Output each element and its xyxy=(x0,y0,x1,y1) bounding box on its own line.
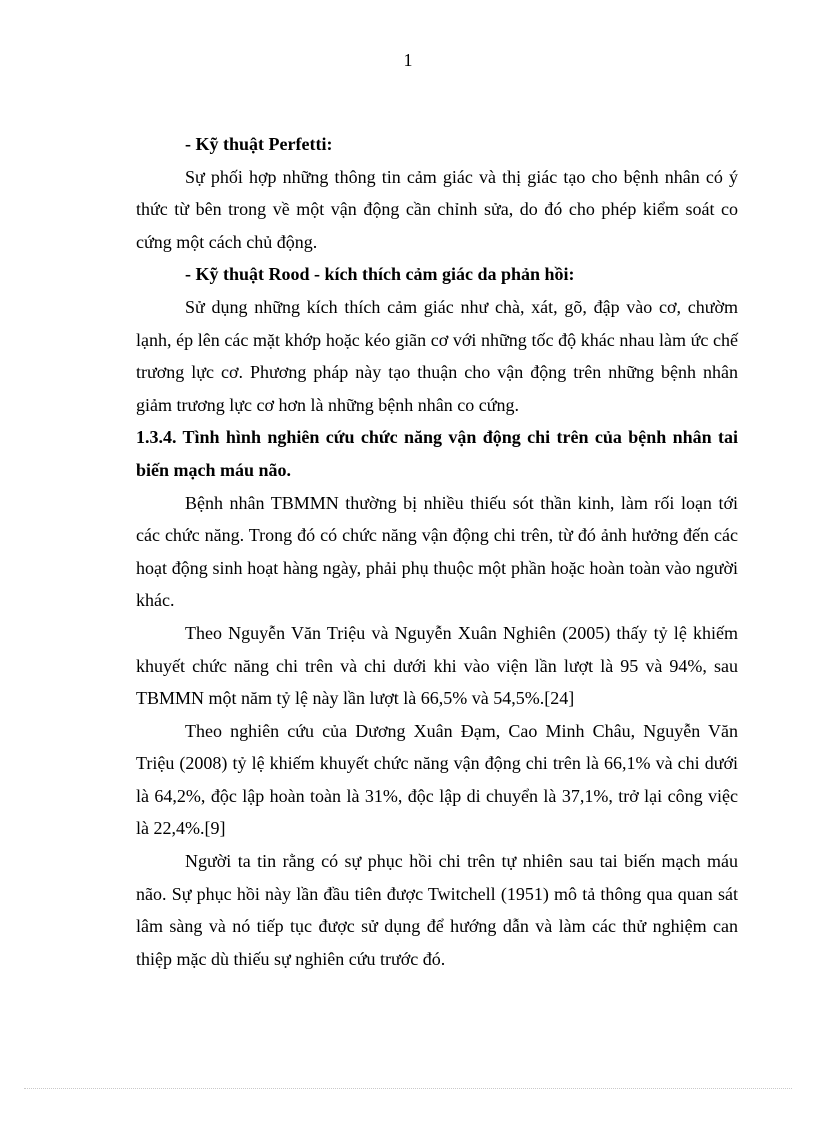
paragraph-perfetti: Sự phối hợp những thông tin cảm giác và thị giác tạo cho bệnh nhân có ý thức từ bên trong về một vận động cần chỉnh sửa, do đó cho phép kiểm soát co cứng một cách chủ động. xyxy=(136,166,738,252)
subheading-rood: - Kỹ thuật Rood - kích thích cảm giác da phản hồi: xyxy=(185,264,575,285)
page-number: 1 xyxy=(403,50,413,70)
section-heading-1-3-4: 1.3.4. Tình hình nghiên cứu chức năng vận động chi trên của bệnh nhân tai biến mạch máu não. xyxy=(136,427,738,480)
paragraph-dam-chau-trieu-2008: Theo nghiên cứu của Dương Xuân Đạm, Cao Minh Châu, Nguyễn Văn Triệu (2008) tỷ lệ khiếm khuyết chức năng vận động chi trên là 66,1% và chi dưới là 64,2%, độc lập hoàn toàn là 31%, độc lập di chuyển là 37,1%, trở lại công việc là 22,4%.[9] xyxy=(136,720,738,839)
subheading-perfetti: - Kỹ thuật Perfetti: xyxy=(185,134,333,154)
paragraph-rood: Sử dụng những kích thích cảm giác như chà, xát, gõ, đập vào cơ, chườm lạnh, ép lên các mặt khớp hoặc kéo giãn cơ với những tốc độ khác nhau làm ức chế trương lực cơ. Phương pháp này tạo thuận cho vận động trên những bệnh nhân giảm trương lực cơ hơn là những bệnh nhân co cứng. xyxy=(136,296,738,415)
paragraph-trieu-nghien-2005: Theo Nguyễn Văn Triệu và Nguyễn Xuân Nghiên (2005) thấy tỷ lệ khiếm khuyết chức năng chi trên và chi dưới khi vào viện lần lượt là 95 và 94%, sau TBMMN một năm tỷ lệ này lần lượt là 66,5% và 54,5%.[24] xyxy=(136,622,738,709)
paragraph-twitchell-1951: Người ta tin rằng có sự phục hồi chi trên tự nhiên sau tai biến mạch máu não. Sự phục hồi này lần đầu tiên được Twitchell (1951) mô tả thông qua quan sát lâm sàng và nó tiếp tục được sử dụng để hướng dẫn và làm các thử nghiệm can thiệp mặc dù thiếu sự nghiên cứu trước đó. xyxy=(136,851,738,969)
page-bottom-divider xyxy=(24,1088,792,1089)
paragraph-tbmmn-deficits: Bệnh nhân TBMMN thường bị nhiều thiếu sót thần kinh, làm rối loạn tới các chức năng. Trong đó có chức năng vận động chi trên, từ đó ảnh hưởng đến các hoạt động sinh hoạt hàng ngày, phải phụ thuộc một phần hoặc hoàn toàn vào người khác. xyxy=(136,492,738,611)
document-body xyxy=(136,128,738,975)
